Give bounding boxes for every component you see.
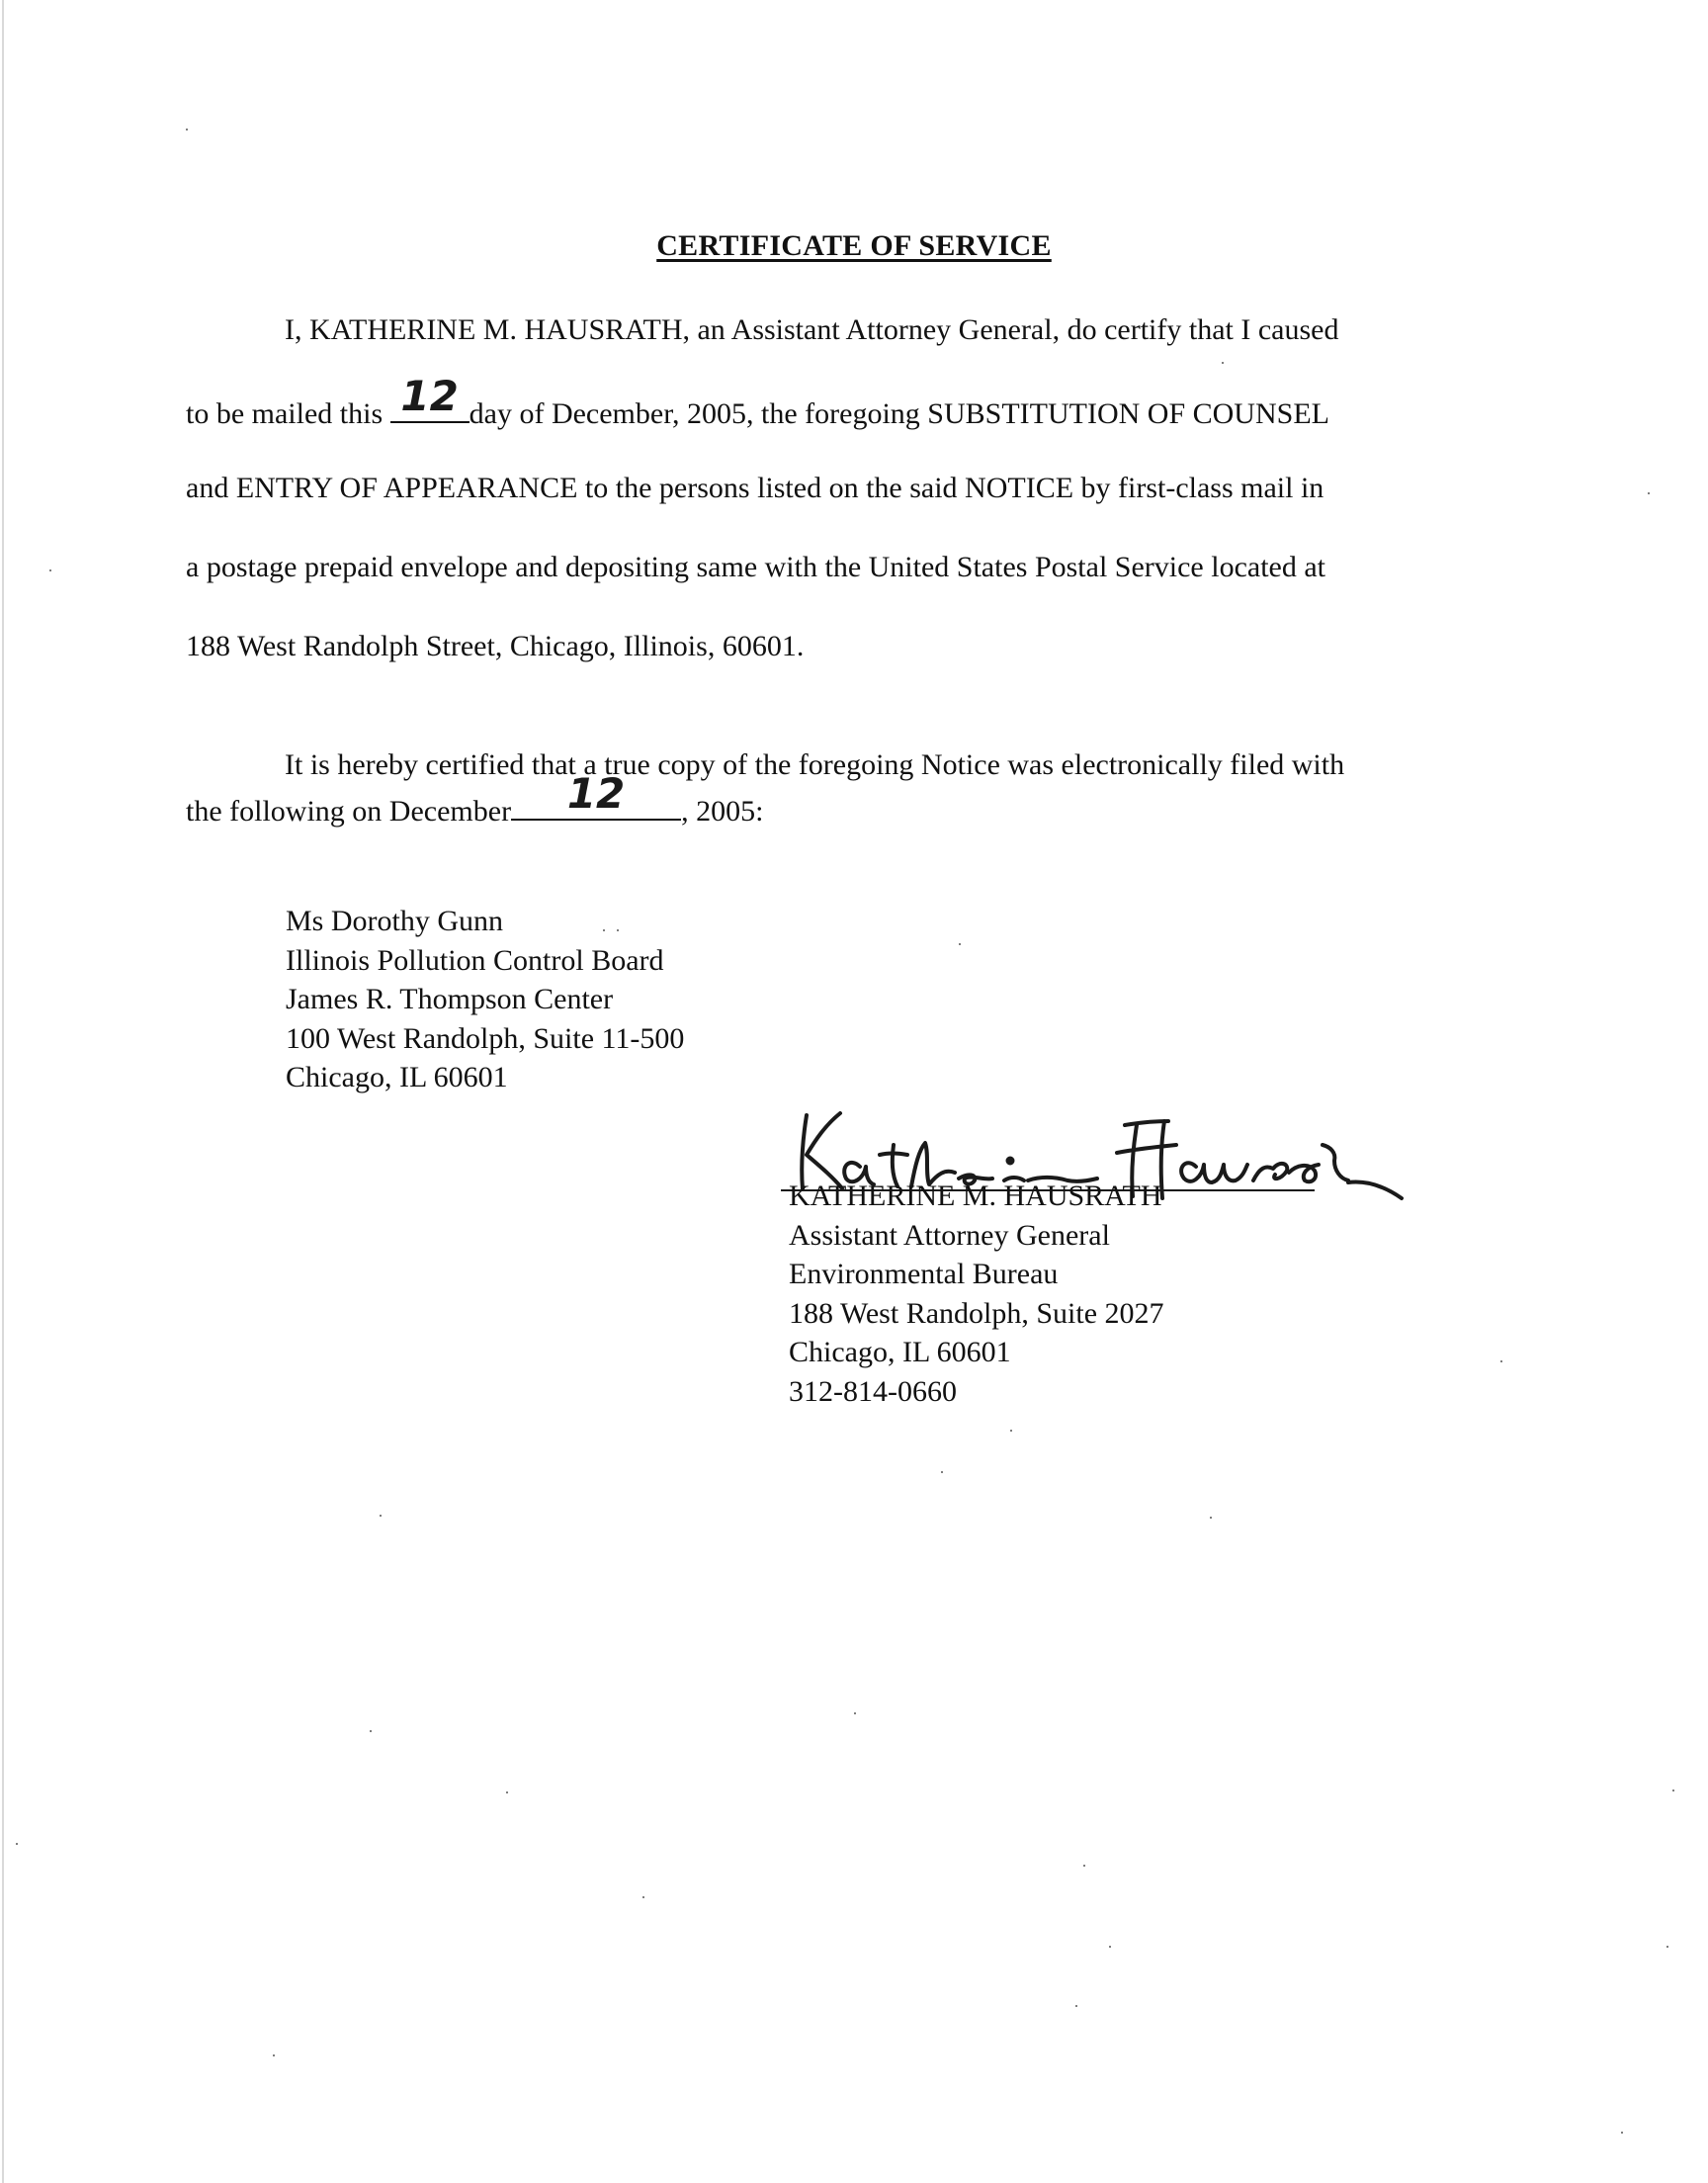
filed-day-handwritten: 12 <box>566 769 626 818</box>
paragraph1-line2-before: to be mailed this <box>186 397 384 430</box>
scan-speck <box>1500 1360 1502 1362</box>
paragraph2-line2-before: the following on December <box>186 795 512 828</box>
scan-speck <box>941 1471 943 1473</box>
scan-speck <box>1222 362 1224 364</box>
scan-speck <box>959 943 961 945</box>
mailed-day-blank <box>390 372 470 423</box>
scan-speck <box>603 929 605 931</box>
scan-speck <box>186 129 188 131</box>
scan-speck <box>854 1712 856 1714</box>
recipient-address <box>286 902 684 1097</box>
mailed-day-handwritten: 12 <box>400 372 459 420</box>
scan-speck <box>506 1791 508 1793</box>
paragraph2-line2-after: , 2005: <box>681 795 764 828</box>
scan-speck <box>617 929 619 931</box>
filed-day-blank <box>511 769 681 821</box>
signatory-street: 188 West Randolph, Suite 2027 <box>789 1296 1164 1330</box>
scan-speck <box>1672 1790 1674 1791</box>
paragraph2-line2 <box>186 769 764 830</box>
recipient-name: Ms Dorothy Gunn <box>286 905 504 937</box>
paragraph1-line4: a postage prepaid envelope and depositing same with the United States Postal Service located at <box>186 551 1326 583</box>
paragraph1-line3: and ENTRY OF APPEARANCE to the persons listed on the said NOTICE by first-class mail in <box>186 472 1324 504</box>
signatory-name: KATHERINE M. HAUSRATH <box>789 1179 1162 1212</box>
scan-speck <box>370 1730 372 1732</box>
scan-speck <box>1621 2132 1623 2134</box>
recipient-building: James R. Thompson Center <box>286 983 614 1015</box>
signatory-title: Assistant Attorney General <box>789 1218 1110 1252</box>
scan-speck <box>380 1515 382 1517</box>
paragraph1-line2-after: day of December, 2005, the foregoing SUBSTITUTION OF COUNSEL <box>469 397 1329 430</box>
scan-speck <box>1075 2005 1077 2007</box>
scan-speck <box>642 1896 644 1898</box>
paragraph1-line2 <box>186 372 1329 432</box>
recipient-organization: Illinois Pollution Control Board <box>286 943 664 977</box>
scan-speck <box>1109 1946 1111 1948</box>
scan-edge <box>2 0 4 2183</box>
signatory-bureau: Environmental Bureau <box>789 1258 1059 1290</box>
scan-speck <box>49 569 51 571</box>
scan-speck <box>1210 1517 1212 1519</box>
scan-speck <box>1083 1865 1085 1867</box>
scan-speck <box>273 2054 275 2056</box>
paragraph2-line1: It is hereby certified that a true copy of the foregoing Notice was electronically filed with <box>285 748 1345 781</box>
recipient-street: 100 West Randolph, Suite 11-500 <box>286 1021 685 1055</box>
scan-speck <box>1666 1946 1668 1948</box>
scan-speck <box>16 1843 18 1845</box>
scan-speck <box>1010 1430 1012 1432</box>
signatory-block <box>789 1177 1164 1411</box>
signatory-phone: 312-814-0660 <box>789 1374 957 1408</box>
signatory-city: Chicago, IL 60601 <box>789 1336 1011 1368</box>
scan-speck <box>1648 492 1650 494</box>
paragraph1-line5: 188 West Randolph Street, Chicago, Illinois, 60601. <box>186 630 805 662</box>
recipient-city: Chicago, IL 60601 <box>286 1061 508 1093</box>
document-title: CERTIFICATE OF SERVICE <box>656 229 1052 262</box>
paragraph1-line1: I, KATHERINE M. HAUSRATH, an Assistant Attorney General, do certify that I caused <box>285 313 1339 346</box>
